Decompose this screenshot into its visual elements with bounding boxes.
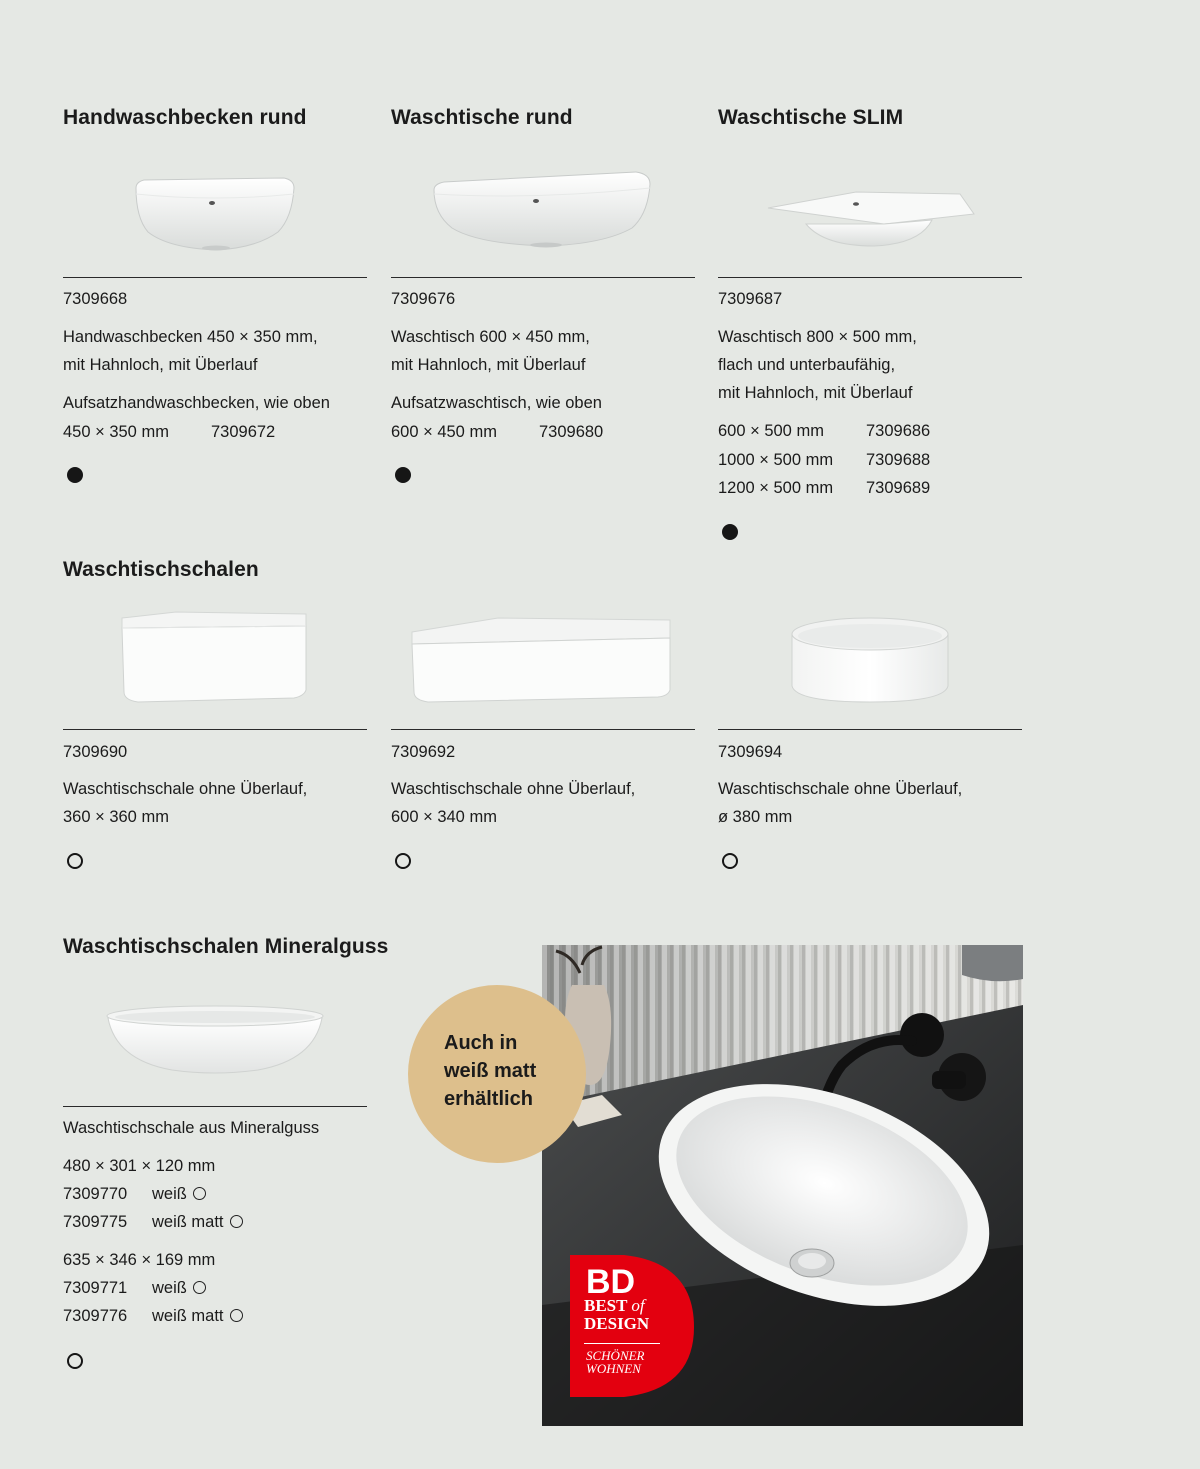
description-line: Waschtisch 600 × 450 mm,: [391, 328, 590, 346]
divider: [63, 1106, 367, 1107]
open-dot-icon: [395, 853, 411, 869]
open-dot-icon: [67, 1353, 83, 1369]
variant-size: 1200 × 500 mm: [718, 479, 834, 497]
filled-dot-icon: [395, 467, 411, 483]
description-line: Waschtischschale aus Mineralguss: [63, 1119, 320, 1137]
article-number: 7309668: [63, 290, 128, 308]
description-line: Waschtischschale ohne Überlauf,: [718, 780, 963, 798]
award-divider: [584, 1343, 660, 1344]
svg-text:BD: BD: [586, 1263, 636, 1301]
description-line: 360 × 360 mm: [63, 808, 169, 826]
description-line: mit Hahnloch, mit Überlauf: [391, 356, 586, 374]
variant-code: 7309689: [866, 479, 931, 497]
filled-dot-icon: [722, 524, 738, 540]
article-number: 7309687: [718, 290, 783, 308]
finish-option: [152, 1302, 243, 1330]
description-line: mit Hahnloch, mit Überlauf: [63, 356, 258, 374]
open-dot-icon: [230, 1215, 243, 1228]
open-dot-icon: [67, 853, 83, 869]
article-number: 7309690: [63, 743, 128, 761]
variant-size: 600 × 500 mm: [718, 422, 824, 440]
product-image-7309690: [118, 608, 312, 706]
finish-code: 7309776: [63, 1307, 128, 1325]
description-line: Waschtisch 800 × 500 mm,: [718, 328, 917, 346]
article-number: 7309694: [718, 743, 783, 761]
description-line: ø 380 mm: [718, 808, 793, 826]
badge-line: weiß matt: [444, 1060, 537, 1082]
description-line: mit Hahnloch, mit Überlauf: [718, 384, 913, 402]
divider: [63, 277, 367, 278]
award-line-of: of: [631, 1296, 645, 1315]
matte-white-badge: [408, 985, 586, 1163]
finish-option: [152, 1208, 243, 1236]
open-dot-icon: [193, 1281, 206, 1294]
heading-waschtische-slim: Waschtische SLIM: [718, 106, 904, 129]
divider: [718, 729, 1022, 730]
badge-line: Auch in: [444, 1032, 518, 1054]
finish-label: weiß: [152, 1185, 187, 1203]
finish-code: 7309775: [63, 1213, 128, 1231]
divider: [391, 729, 695, 730]
finish-label: weiß matt: [152, 1307, 224, 1325]
heading-waschtischschalen: Waschtischschalen: [63, 558, 259, 581]
finish-code: 7309771: [63, 1279, 128, 1297]
award-line-wohnen: WOHNEN: [586, 1361, 641, 1376]
bathroom-photo: [542, 945, 1023, 1426]
award-line-schoener: SCHÖNER: [586, 1348, 645, 1363]
finish-code: 7309770: [63, 1185, 128, 1203]
open-dot-icon: [230, 1309, 243, 1322]
divider: [63, 729, 367, 730]
variant-code: 7309672: [211, 423, 276, 441]
finish-option: [152, 1180, 206, 1208]
filled-dot-icon: [67, 467, 83, 483]
heading-waschtische-rund: Waschtische rund: [391, 106, 573, 129]
heading-waschtischschalen-mineralguss: Waschtischschalen Mineralguss: [63, 935, 389, 958]
description-line: Handwaschbecken 450 × 350 mm,: [63, 328, 318, 346]
open-dot-icon: [722, 853, 738, 869]
variant-code: 7309680: [539, 423, 604, 441]
variant-size: 600 × 450 mm: [391, 423, 497, 441]
award-line-design: DESIGN: [584, 1314, 650, 1333]
finish-label: weiß matt: [152, 1213, 224, 1231]
variant-size: 450 × 350 mm: [63, 423, 169, 441]
product-image-7309687: [764, 186, 978, 252]
article-number: 7309676: [391, 290, 456, 308]
product-image-7309668: [128, 170, 300, 254]
variant-title: Aufsatzwaschtisch, wie oben: [391, 394, 602, 412]
description-line: Waschtischschale ohne Überlauf,: [63, 780, 308, 798]
product-image-7309692: [408, 612, 676, 704]
best-of-design-award-logo: [570, 1255, 694, 1397]
heading-handwaschbecken-rund: Handwaschbecken rund: [63, 106, 307, 129]
group-size: 635 × 346 × 169 mm: [63, 1251, 216, 1269]
open-dot-icon: [193, 1187, 206, 1200]
finish-label: weiß: [152, 1279, 187, 1297]
variant-code: 7309686: [866, 422, 931, 440]
divider: [718, 277, 1022, 278]
badge-line: erhältlich: [444, 1088, 533, 1110]
award-line-best: BEST: [584, 1296, 628, 1315]
variant-title: Aufsatzhandwaschbecken, wie oben: [63, 394, 330, 412]
group-size: 480 × 301 × 120 mm: [63, 1157, 216, 1175]
product-image-7309694: [786, 612, 954, 708]
description-line: flach und unterbaufähig,: [718, 356, 896, 374]
description-line: 600 × 340 mm: [391, 808, 497, 826]
product-image-7309676: [428, 166, 656, 252]
variant-code: 7309688: [866, 451, 931, 469]
finish-option: [152, 1274, 206, 1302]
description-line: Waschtischschale ohne Überlauf,: [391, 780, 636, 798]
variant-size: 1000 × 500 mm: [718, 451, 834, 469]
divider: [391, 277, 695, 278]
product-image-mineralguss: [102, 1000, 328, 1080]
article-number: 7309692: [391, 743, 456, 761]
